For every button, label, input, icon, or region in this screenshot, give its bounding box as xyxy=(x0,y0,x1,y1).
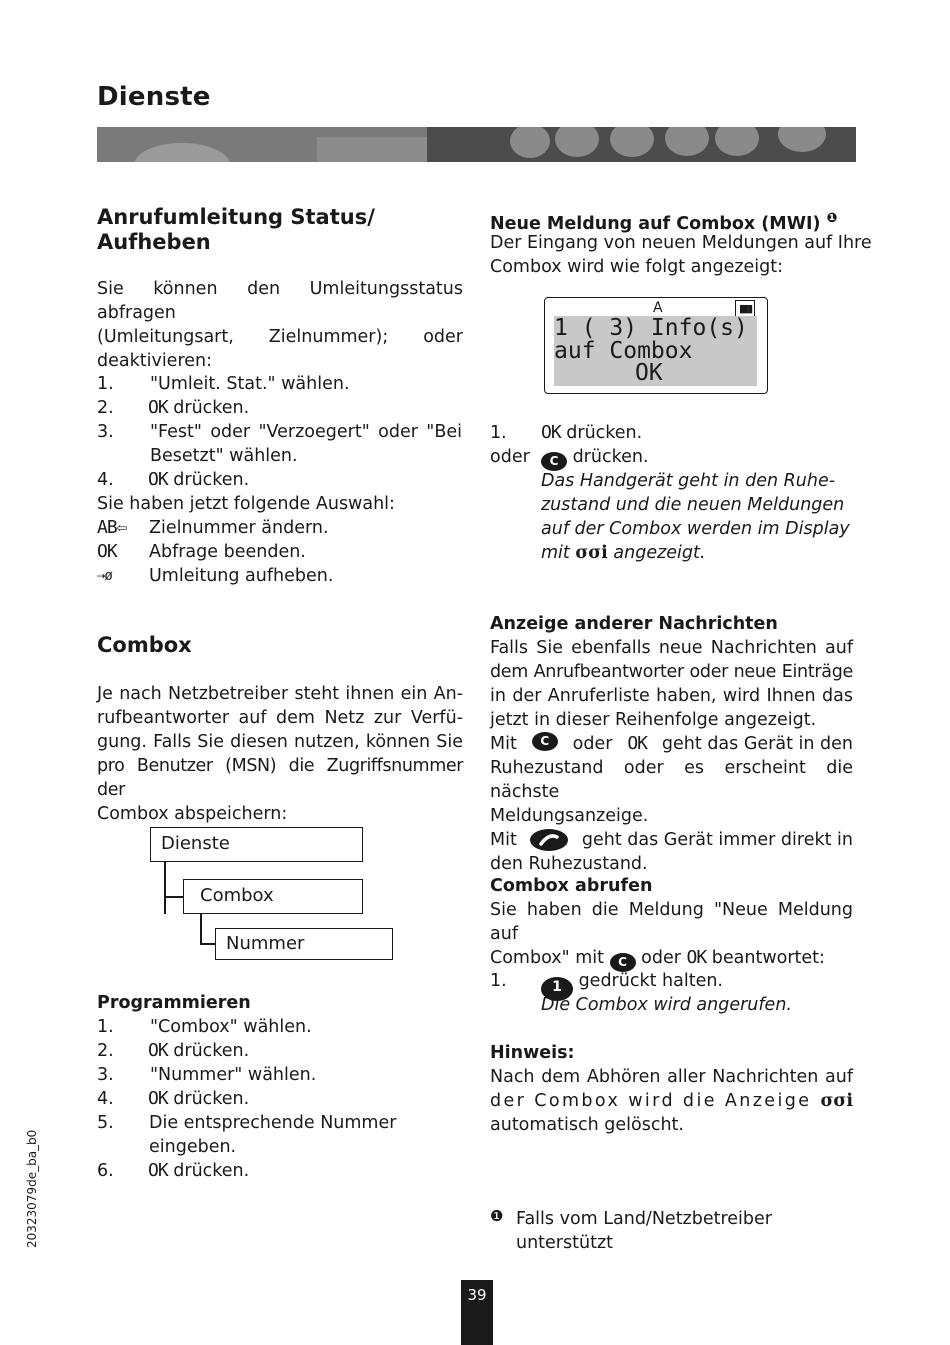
choice-text: Zielnummer ändern. xyxy=(149,518,329,538)
body-line: in der Anruferliste haben, wird Ihnen das xyxy=(490,686,853,706)
end-call-key-icon xyxy=(530,829,568,851)
body-line: Nach dem Abhören aller Nachrichten auf xyxy=(490,1067,853,1087)
combox-line: Combox abspeichern: xyxy=(97,804,288,824)
key-1-voicemail-icon: 1 xyxy=(541,977,573,1001)
hinweis-body xyxy=(490,1065,853,1137)
ok-key-icon: OK xyxy=(541,422,561,443)
tree-connector xyxy=(200,943,216,945)
footnote-line: unterstützt xyxy=(516,1233,613,1253)
step-text: OK drücken. xyxy=(541,422,643,443)
combox-line: gung. Falls Sie diesen nutzen, können Sie xyxy=(97,732,463,752)
choice-text: Abfrage beenden. xyxy=(149,542,306,562)
handset-display xyxy=(544,297,768,394)
ok-key-icon: OK xyxy=(148,1160,168,1181)
menu-item-nummer: Nummer xyxy=(215,928,393,960)
menu-item-dienste: Dienste xyxy=(150,827,363,862)
abrufen-body xyxy=(490,898,853,972)
combox-line: rufbeantworter auf dem Netz zur Verfü- xyxy=(97,708,463,728)
prog-heading: Programmieren xyxy=(97,993,251,1013)
list-item: 4. xyxy=(97,1089,114,1109)
voicemail-icon: σσi xyxy=(820,1091,853,1111)
list-item: oder xyxy=(490,447,530,467)
combox-heading: Combox xyxy=(97,633,192,657)
ok-key-icon: OK xyxy=(686,947,707,968)
note-line: mit σσi angezeigt. xyxy=(541,543,706,563)
tree-connector xyxy=(164,862,166,914)
body-line: automatisch gelöscht. xyxy=(490,1115,684,1135)
display-screen xyxy=(554,316,757,386)
c-key-icon: C xyxy=(532,732,558,751)
body-line: den Ruhezustand. xyxy=(490,854,648,874)
body-line: Meldungsanzeige. xyxy=(490,806,649,826)
status-heading-line: Anrufumleitung Status/ xyxy=(97,205,375,229)
delete-key-icon: ⇢ø xyxy=(97,568,112,584)
note-line: zustand und die neuen Meldungen xyxy=(541,495,845,515)
other-heading: Anzeige anderer Nachrichten xyxy=(490,614,778,634)
display-line-1: 1 ( 3) Info(s) xyxy=(554,315,748,341)
list-item: 5. xyxy=(97,1113,114,1133)
intro-line: deaktivieren: xyxy=(97,351,213,371)
choice-text: Umleitung aufheben. xyxy=(149,566,334,586)
body-line: der Combox wird die Anzeige σσi xyxy=(490,1091,853,1111)
step-text: "Fest" oder "Verzoegert" oder "Bei xyxy=(150,422,462,442)
footnote-text xyxy=(516,1207,772,1255)
list-item: 1. xyxy=(490,423,507,443)
abrufen-heading: Combox abrufen xyxy=(490,876,653,896)
footnote-marker-icon: ❶ xyxy=(490,1207,504,1225)
hinweis-heading: Hinweis: xyxy=(490,1043,575,1063)
step-text: OK drücken. xyxy=(148,469,250,490)
step-text: OK drücken. xyxy=(148,397,250,418)
abrufen-note: Die Combox wird angerufen. xyxy=(541,995,792,1015)
list-item: 4. xyxy=(97,470,114,490)
c-key-icon: C xyxy=(541,452,567,471)
intro-line: (Umleitungsart, Zielnummer); oder xyxy=(97,327,463,347)
footnote-marker-icon: ❶ xyxy=(826,211,838,226)
ok-key-icon: OK xyxy=(97,541,117,562)
keypad-photo-icon xyxy=(97,127,856,162)
step-text: "Umleit. Stat." wählen. xyxy=(150,374,350,394)
list-item: 1. xyxy=(97,374,114,394)
step-text: "Combox" wählen. xyxy=(150,1017,312,1037)
mwi-intro xyxy=(490,231,872,279)
list-item: 1. xyxy=(490,971,507,991)
note-line: auf der Combox werden im Display xyxy=(541,519,850,539)
combox-intro xyxy=(97,682,463,826)
phone-keypad-banner xyxy=(97,127,856,162)
step-text: Besetzt" wählen. xyxy=(150,446,298,466)
step-text: OK drücken. xyxy=(148,1088,250,1109)
step-text: OK drücken. xyxy=(148,1160,250,1181)
step-text: Die entsprechende Nummer xyxy=(149,1113,397,1133)
step-text: OK drücken. xyxy=(148,1040,250,1061)
menu-item-combox: Combox xyxy=(183,879,363,914)
ok-key-icon: OK xyxy=(148,397,168,418)
ok-key-icon: OK xyxy=(148,1040,168,1061)
list-item: 1. xyxy=(97,1017,114,1037)
list-item: 2. xyxy=(97,1041,114,1061)
step-text: C drücken. xyxy=(541,445,649,471)
note-line: Das Handgerät geht in den Ruhe- xyxy=(541,471,836,491)
step-text: eingeben. xyxy=(149,1137,237,1157)
tree-connector xyxy=(164,896,184,898)
ok-key-icon: OK xyxy=(148,1088,168,1109)
page-title: Dienste xyxy=(97,82,211,112)
status-heading-line: Aufheben xyxy=(97,230,211,254)
battery-icon: ▮▮▮ xyxy=(735,300,755,318)
mwi-heading: Neue Meldung auf Combox (MWI) $^❶$ xyxy=(490,211,838,234)
mwi-line: Der Eingang von neuen Meldungen auf Ihre xyxy=(490,233,872,253)
voicemail-icon: σσi xyxy=(575,543,608,563)
choice-intro: Sie haben jetzt folgende Auswahl: xyxy=(97,494,395,514)
list-item: 2. xyxy=(97,398,114,418)
body-line: jetzt in dieser Reihenfolge angezeigt. xyxy=(490,710,817,730)
step-text: 1 gedrückt halten. xyxy=(541,969,723,1001)
document-code: 20323079de_ba_b0 xyxy=(25,1129,39,1248)
ok-key-icon: OK xyxy=(148,469,168,490)
ok-key-icon: OK xyxy=(627,733,648,754)
list-item: 6. xyxy=(97,1161,114,1181)
display-indicator: A xyxy=(653,300,663,316)
body-line: Mit geht das Gerät immer direkt in xyxy=(490,830,853,850)
mwi-note xyxy=(541,469,850,565)
edit-key-icon: AB⇦ xyxy=(97,517,127,538)
tree-connector xyxy=(200,914,202,944)
page-number: 39 xyxy=(461,1280,493,1345)
body-line: dem Anrufbeantworter oder neue Einträge xyxy=(490,662,853,682)
status-heading xyxy=(97,205,375,255)
body-line: Mit C oder OK geht das Gerät in den xyxy=(490,733,853,754)
combox-line: Je nach Netzbetreiber steht ihnen ein An- xyxy=(97,684,463,704)
c-key-icon: C xyxy=(610,953,636,972)
list-item: 3. xyxy=(97,1065,114,1085)
step-text: "Nummer" wählen. xyxy=(150,1065,317,1085)
body-line: Combox" mit C oder OK beantwortet: xyxy=(490,946,853,972)
display-line-3: OK xyxy=(635,360,663,386)
list-item: 3. xyxy=(97,422,114,442)
display-line-2: auf Combox xyxy=(554,338,693,364)
body-line: Falls Sie ebenfalls neue Nachrichten auf xyxy=(490,638,853,658)
body-line: Ruhezustand oder es erscheint die nächste xyxy=(490,758,853,802)
other-body xyxy=(490,636,853,876)
intro-line: Sie können den Umleitungsstatus abfragen xyxy=(97,279,463,323)
footnote-line: Falls vom Land/Netzbetreiber xyxy=(516,1209,772,1229)
body-line: Sie haben die Meldung "Neue Meldung auf xyxy=(490,900,853,944)
mwi-line: Combox wird wie folgt angezeigt: xyxy=(490,257,784,277)
combox-line: pro Benutzer (MSN) die Zugriffsnummer der xyxy=(97,756,463,800)
status-intro xyxy=(97,277,463,373)
